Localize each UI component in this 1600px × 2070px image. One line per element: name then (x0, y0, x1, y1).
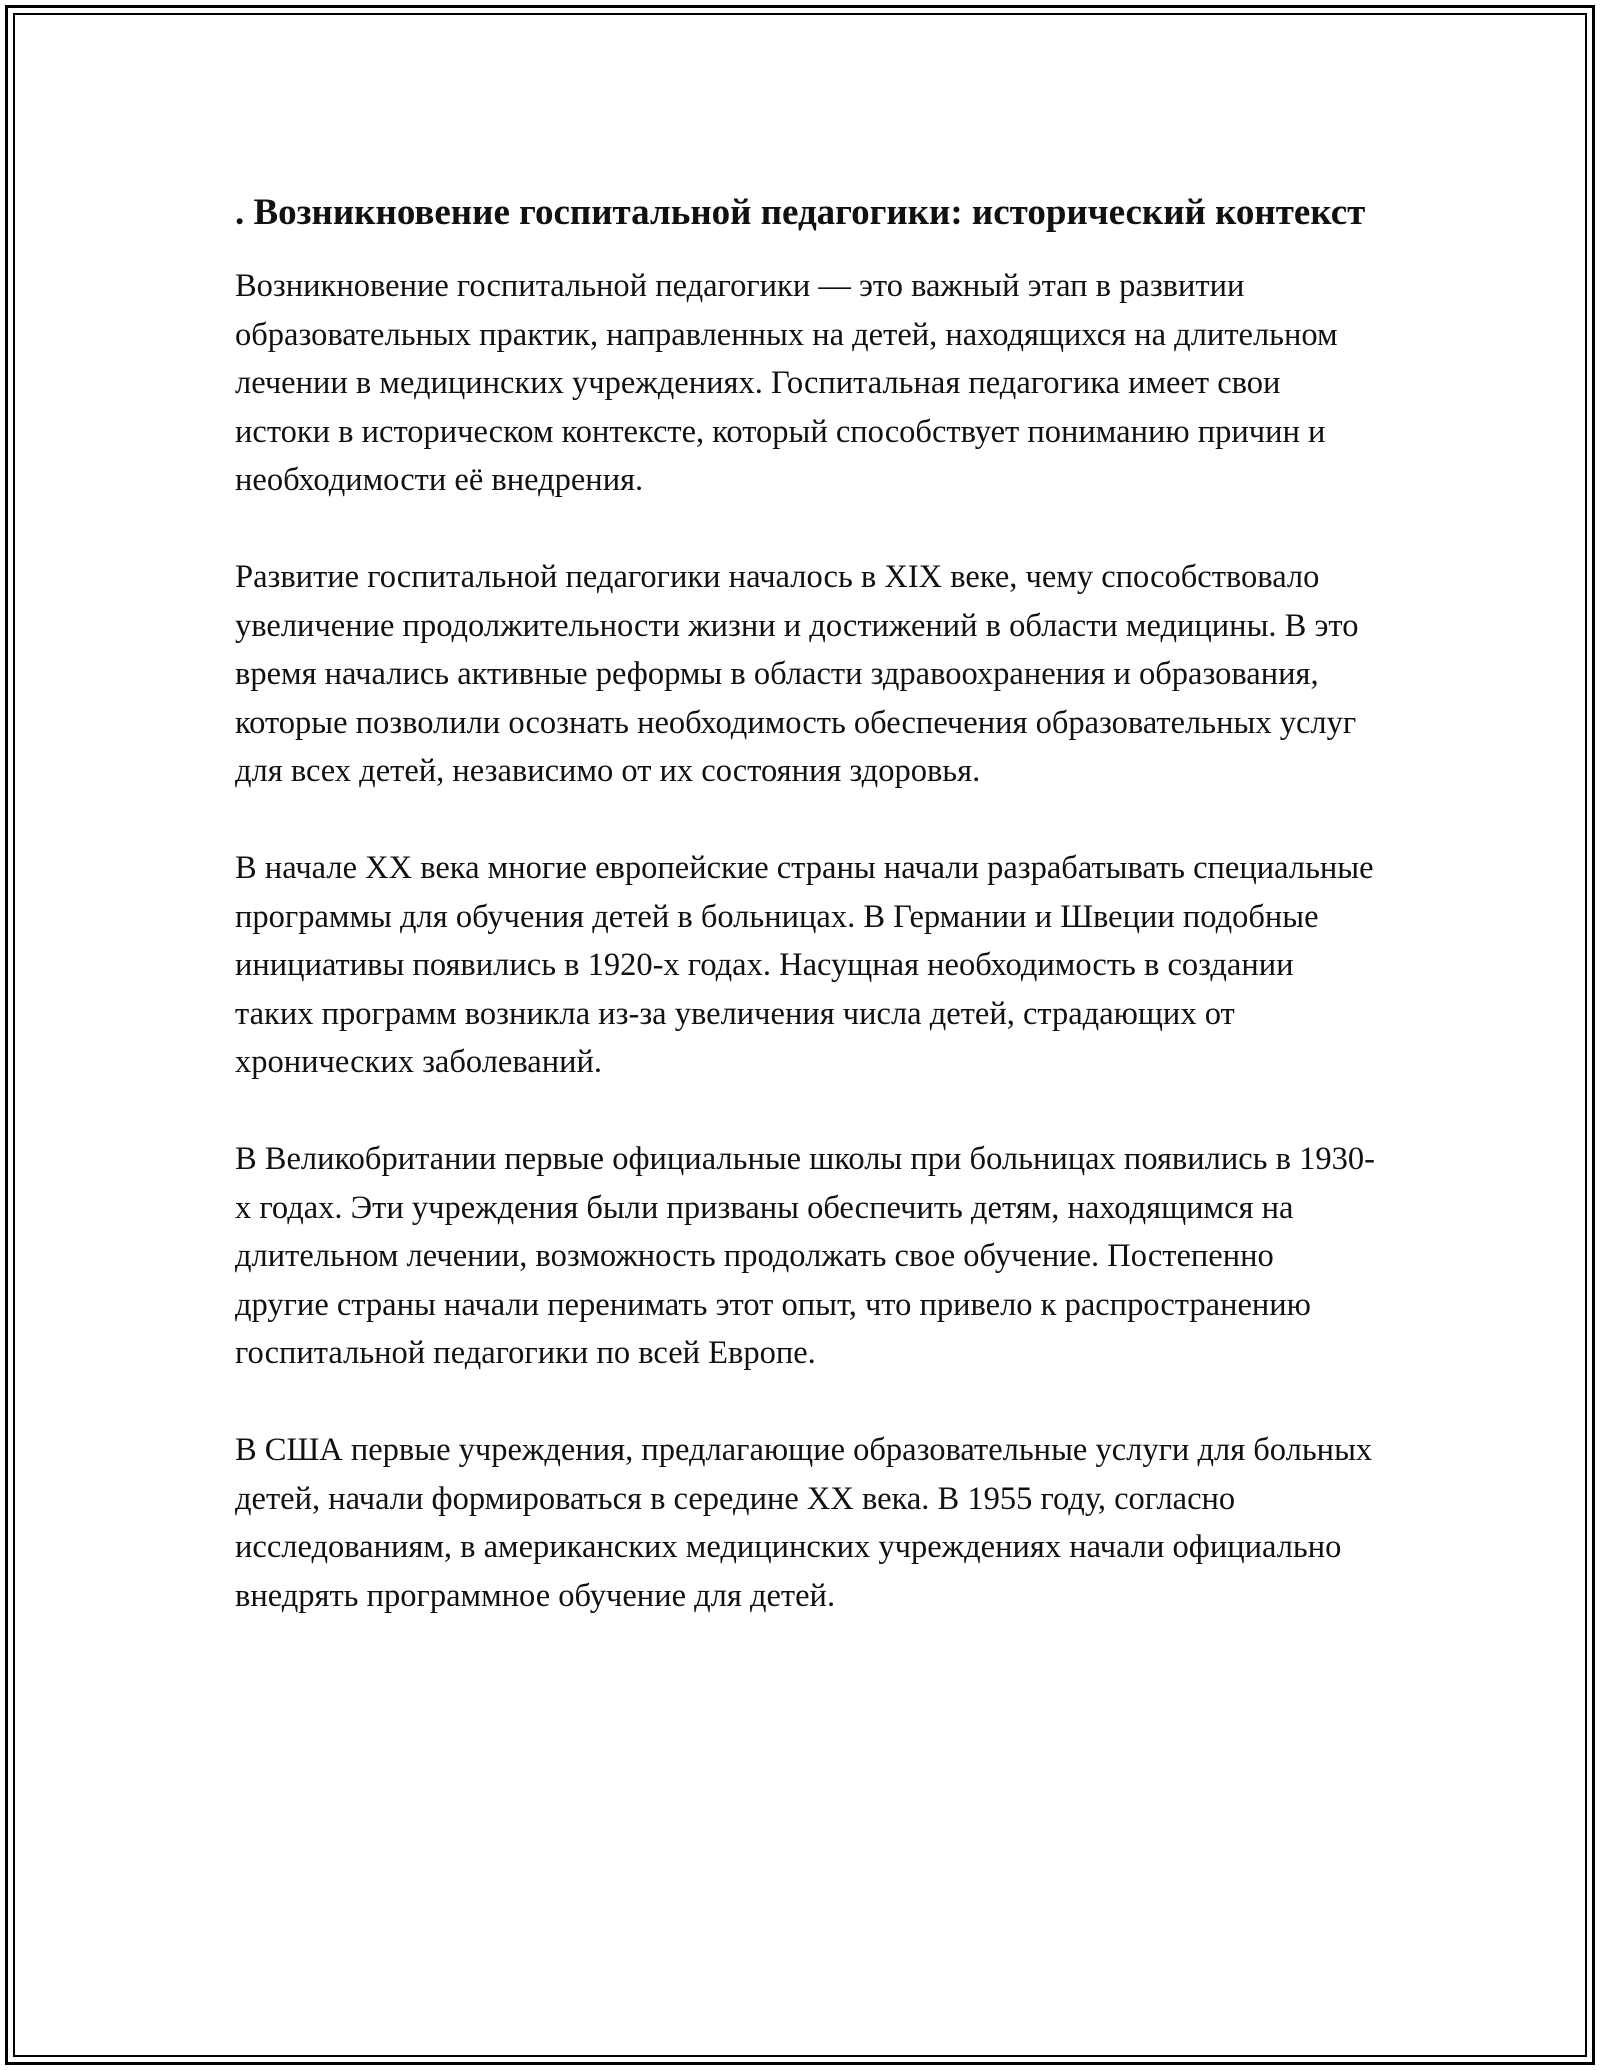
paragraph-3: В начале XX века многие европейские страны начали разрабатывать специальные программы для обучения детей в больницах. В Германии и Швеции подобные инициативы появились в 1920-х годах. Насущная необходимость в создании таких программ возникла из-за увеличения числа детей, страдающих от хронических заболеваний. (235, 850, 1374, 1080)
paragraph-5: В США первые учреждения, предлагающие образовательные услуги для больных детей, начали формироваться в середине XX века. В 1955 году, согласно исследованиям, в американских медицинских учреждениях начали официально внедрять программное обучение для детей. (235, 1432, 1373, 1614)
document-body (235, 185, 1375, 1669)
section-heading: . Возникновение госпитальной педагогики: исторический контекст (235, 192, 1366, 233)
paragraph-2: Развитие госпитальной педагогики началось в XIX веке, чему способствовало увеличение продолжительности жизни и достижений в области медицины. В это время начались активные реформы в области здравоохранения и образования, которые позволили осознать необходимость обеспечения образовательных услуг для всех детей, независимо от их состояния здоровья. (235, 559, 1359, 789)
paragraph-4: В Великобритании первые официальные школы при больницах появились в 1930-х годах. Эти учреждения были призваны обеспечить детям, находящимся на длительном лечении, возможность продолжать свое обучение. Постепенно другие страны начали перенимать этот опыт, что привело к распространению госпитальной педагогики по всей Европе. (235, 1141, 1375, 1371)
paragraph-1: Возникновение госпитальной педагогики — это важный этап в развитии образовательных практик, направленных на детей, находящихся на длительном лечении в медицинских учреждениях. Госпитальная педагогика имеет свои истоки в историческом контексте, который способствует пониманию причин и необходимости её внедрения. (235, 268, 1338, 498)
